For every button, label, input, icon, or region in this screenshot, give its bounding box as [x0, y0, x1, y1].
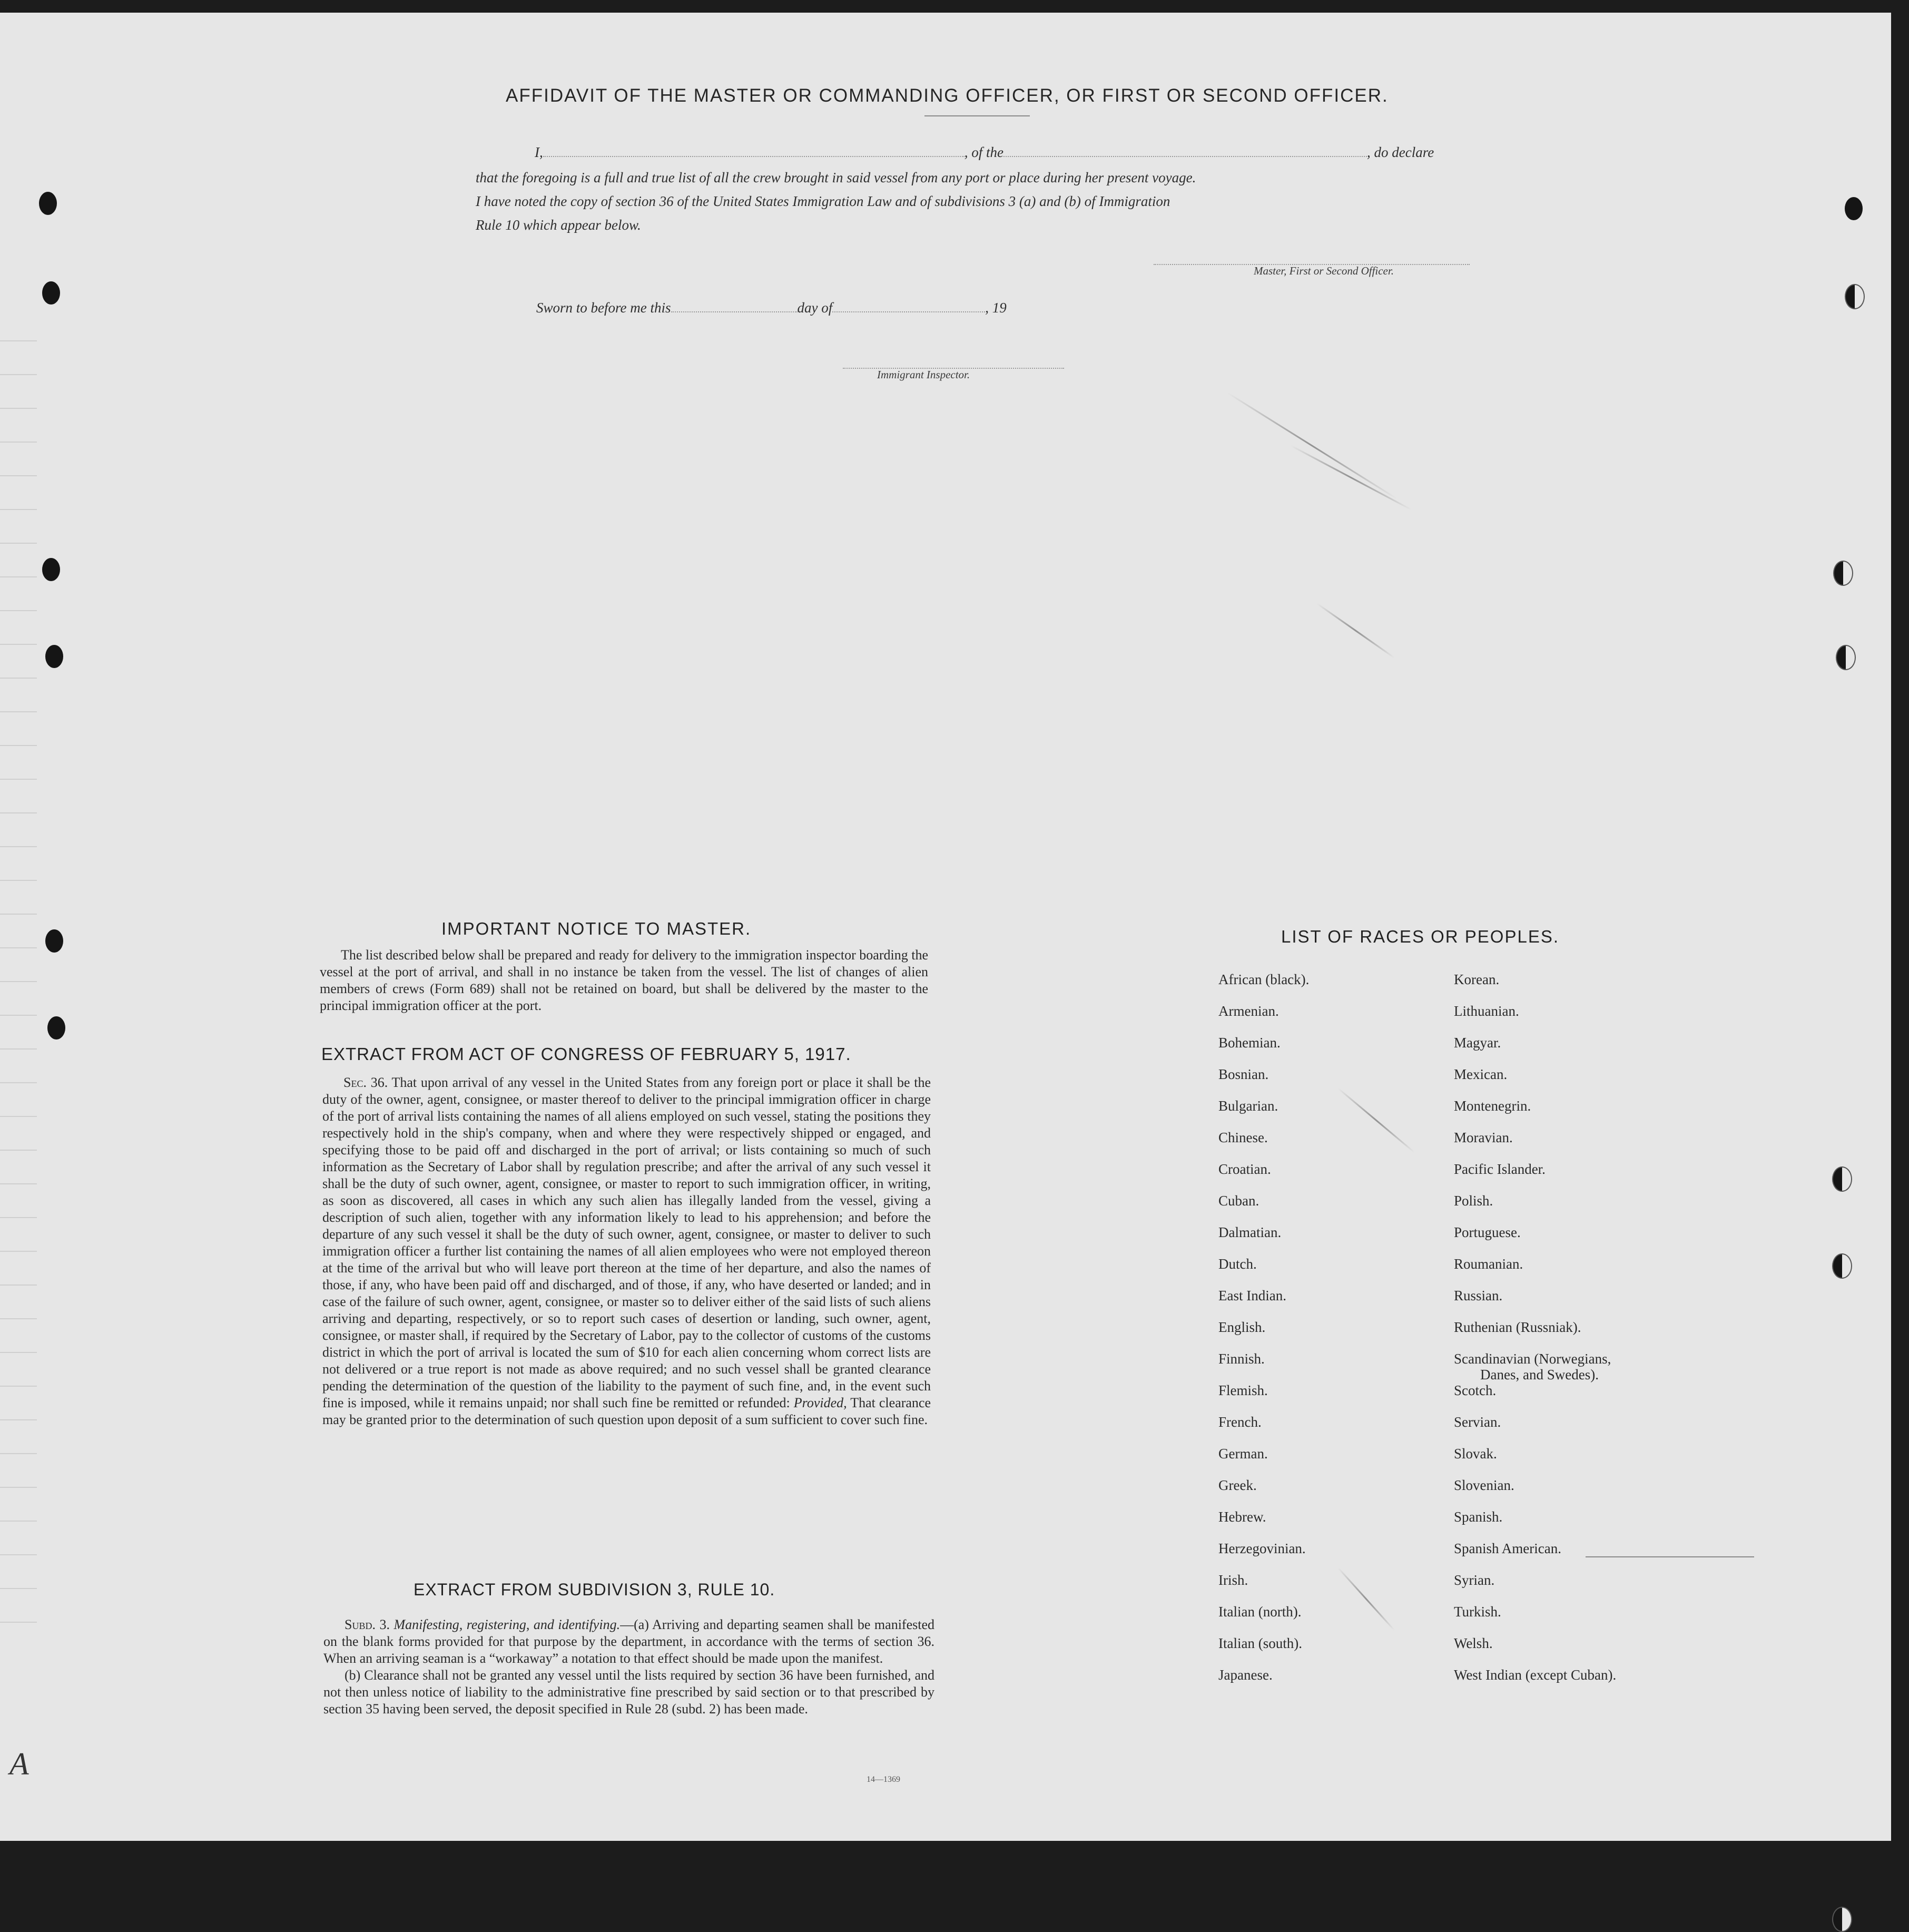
race-item: Slovenian.	[1454, 1477, 1514, 1493]
punch-hole	[45, 645, 63, 668]
section-label: Sec. 36.	[343, 1075, 388, 1090]
section-text: That upon arrival of any vessel in the United States from any foreign port or place it shall be the duty of the owner, agent, consignee, or master thereof to deliver to the principal immigration officer in charge of the port of arrival lists containing the names of all aliens employed on such vessel, stating the positions they respectively hold in the ship's company, when and where they were respectively shipped or engaged, and specifying those to be paid off and discharged in the port of arrival; or lists containing so much of such information as the Secretary of Labor shall by regulation prescribe; and after the arrival of any such vessel it shall be the duty of such owner, agent, consignee, or master to report to such immigration officer, in writing, as soon as discovered, all cases in which any such alien has illegally landed from the vessel, giving a description of such alien, together with any information likely to lead to his apprehension; and before the departure of any such vessel it shall be the duty of such owner, agent, consignee, or master to deliver to such immigration officer a further list containing the names of all alien employees who were not employed thereon at the time of the arrival but who will leave port thereon at the time of her departure, and also the names of those, if any, who have been paid off and discharged, and of those, if any, who have deserted or landed; and in case of the failure of such owner, agent, consignee, or master so to deliver either of the said lists of such aliens arriving and departing, respectively, or so to report such cases of desertion or landing, such owner, agent, consignee, or master shall, if required by the Secretary of Labor, pay to the collector of customs of the customs district in which the port of arrival is located the sum of $10 for each alien concerning whom correct lists are not delivered or a true report is not made as above required; and no such vessel shall be granted clearance pending the determination of the question of the liability to the payment of such fine, and, in the event such fine is imposed, while it remains unpaid; nor shall such fine be remitted or refunded:	[322, 1075, 931, 1410]
punch-hole	[1836, 645, 1856, 670]
bleed-through-mark	[1337, 1087, 1415, 1153]
punch-hole	[1832, 1166, 1852, 1192]
act-extract-title: EXTRACT FROM ACT OF CONGRESS OF FEBRUARY 5, 1917.	[321, 1044, 851, 1064]
act-extract-body	[322, 1074, 931, 1428]
notice-body	[320, 947, 928, 1014]
punch-hole	[1833, 561, 1853, 586]
affidavit-i-label: I,	[535, 144, 543, 160]
race-item: Dutch.	[1218, 1256, 1257, 1272]
affidavit-line4: Rule 10 which appear below.	[476, 217, 641, 233]
race-item: Turkish.	[1454, 1604, 1501, 1620]
section-text-end: That clearance may be granted prior to the determination of such question upon deposit of a sum sufficient to cover such fine.	[322, 1395, 931, 1427]
name-blank[interactable]	[543, 156, 965, 157]
race-item: Russian.	[1454, 1288, 1503, 1303]
race-item: Italian (south).	[1218, 1635, 1302, 1651]
race-item: Japanese.	[1218, 1667, 1273, 1683]
race-item-text: Scandinavian (Norwegians,	[1454, 1351, 1611, 1367]
races-right-column	[1454, 972, 1616, 1699]
rule-extract-title: EXTRACT FROM SUBDIVISION 3, RULE 10.	[414, 1580, 775, 1599]
race-item: Ruthenian (Russniak).	[1454, 1319, 1581, 1335]
margin-mark: A	[9, 1747, 29, 1781]
do-declare-label: , do declare	[1367, 144, 1434, 160]
subd-heading: Manifesting, registering, and identifying.	[393, 1617, 621, 1632]
year-label: , 19	[985, 300, 1007, 316]
provided-word: Provided,	[793, 1395, 847, 1410]
sworn-line	[536, 300, 1007, 316]
subd-text-a: —(a) Arriving and departing seamen shall be manifested on the blank forms provided for that purpose by the department, in accordance with the terms of section 36. When an arriving seaman is a “workaway” a notation to that effect should be made upon the manifest.	[323, 1617, 934, 1666]
punch-hole	[1832, 1253, 1852, 1279]
race-item: Bosnian.	[1218, 1066, 1269, 1082]
race-item: Scotch.	[1454, 1382, 1497, 1398]
race-item: Greek.	[1218, 1477, 1257, 1493]
race-item: Cuban.	[1218, 1193, 1259, 1209]
race-item: West Indian (except Cuban).	[1454, 1667, 1617, 1683]
rule-para-b: (b) Clearance shall not be granted any vessel until the lists required by section 36 have been furnished, and not then unless notice of liability to the administrative fine prescribed by said section or to that prescribed by section 35 having been served, the deposit specified in Rule 28 (subd. 2) has been made.	[323, 1668, 934, 1717]
dash-rule	[1586, 1556, 1754, 1557]
notice-title: IMPORTANT NOTICE TO MASTER.	[441, 919, 752, 938]
vessel-blank[interactable]	[1003, 156, 1367, 157]
affidavit-title: AFFIDAVIT OF THE MASTER OR COMMANDING OFFICER, OR FIRST OR SECOND OFFICER.	[506, 85, 1389, 106]
signature-caption: Master, First or Second Officer.	[1254, 264, 1394, 277]
document-page	[0, 13, 1891, 1841]
race-item: Hebrew.	[1218, 1509, 1266, 1525]
title-underline	[924, 115, 1030, 116]
affidavit-line1	[535, 144, 1434, 161]
bleed-through-mark	[1290, 445, 1412, 511]
day-blank[interactable]	[671, 311, 798, 312]
race-item: Roumanian.	[1454, 1256, 1523, 1272]
punch-hole	[1845, 197, 1863, 220]
race-item: Polish.	[1454, 1193, 1493, 1209]
race-item: Irish.	[1218, 1572, 1248, 1588]
race-item: Flemish.	[1218, 1382, 1268, 1398]
bleed-through-mark	[1227, 392, 1398, 499]
race-item: Slovak.	[1454, 1446, 1497, 1462]
punch-hole	[42, 558, 60, 581]
punch-hole	[42, 281, 60, 305]
race-item-continuation: Danes, and Swedes).	[1480, 1367, 1599, 1382]
races-title: LIST OF RACES OR PEOPLES.	[1281, 927, 1560, 946]
rule-extract-body	[323, 1616, 934, 1718]
race-item: Servian.	[1454, 1414, 1501, 1430]
race-item: Bulgarian.	[1218, 1098, 1278, 1114]
race-item: East Indian.	[1218, 1288, 1286, 1303]
race-item: Italian (north).	[1218, 1604, 1302, 1620]
ledger-lines	[0, 308, 37, 1625]
race-item: Armenian.	[1218, 1003, 1279, 1019]
race-item: Welsh.	[1454, 1635, 1493, 1651]
race-item: German.	[1218, 1446, 1268, 1462]
race-item: Korean.	[1454, 972, 1500, 987]
race-item: English.	[1218, 1319, 1266, 1335]
notice-paragraph: The list described below shall be prepared and ready for delivery to the immigration inspector boarding the vessel at the port of arrival, and shall in no instance be taken from the vessel. The list of changes of alien members of crews (Form 689) shall not be retained on board, but shall be delivered by the master to the principal immigration officer at the port.	[320, 947, 928, 1013]
form-number: 14—1369	[867, 1775, 900, 1784]
punch-hole	[1832, 1907, 1852, 1932]
race-item: Chinese.	[1218, 1130, 1268, 1145]
of-the-label: , of the	[964, 144, 1003, 160]
race-item: African (black).	[1218, 972, 1310, 987]
month-blank[interactable]	[832, 311, 985, 312]
race-item: Syrian.	[1454, 1572, 1495, 1588]
races-left-column	[1218, 972, 1309, 1699]
day-of-label: day of	[797, 300, 833, 316]
race-item: Dalmatian.	[1218, 1224, 1282, 1240]
sworn-prefix: Sworn to before me this	[536, 300, 671, 316]
affidavit-line2: that the foregoing is a full and true list of all the crew brought in said vessel from any port or place during her present voyage.	[476, 170, 1196, 185]
affidavit-line3: I have noted the copy of section 36 of the United States Immigration Law and of subdivisions 3 (a) and (b) of Immigration	[476, 193, 1170, 209]
race-item: Moravian.	[1454, 1130, 1513, 1145]
race-item: Magyar.	[1454, 1035, 1501, 1051]
punch-hole	[39, 192, 57, 215]
race-item: Mexican.	[1454, 1066, 1508, 1082]
race-item: Bohemian.	[1218, 1035, 1281, 1051]
act-extract-paragraph	[322, 1074, 931, 1428]
subd-label: Subd. 3.	[345, 1617, 390, 1632]
rule-para-a	[323, 1616, 934, 1667]
race-item: Pacific Islander.	[1454, 1161, 1546, 1177]
race-item: Finnish.	[1218, 1351, 1265, 1367]
race-item: Spanish American.	[1454, 1541, 1561, 1556]
race-item: Spanish.	[1454, 1509, 1503, 1525]
race-item: Lithuanian.	[1454, 1003, 1519, 1019]
punch-hole	[45, 929, 63, 953]
race-item: Croatian.	[1218, 1161, 1271, 1177]
bleed-through-mark	[1316, 603, 1395, 659]
race-item: French.	[1218, 1414, 1262, 1430]
race-item: Montenegrin.	[1454, 1098, 1531, 1114]
punch-hole	[47, 1016, 65, 1039]
inspector-caption: Immigrant Inspector.	[877, 368, 970, 381]
race-item: Herzegovinian.	[1218, 1541, 1306, 1556]
bleed-through-mark	[1337, 1567, 1395, 1631]
race-item	[1454, 1351, 1616, 1382]
punch-hole	[1845, 284, 1865, 309]
race-item: Portuguese.	[1454, 1224, 1521, 1240]
